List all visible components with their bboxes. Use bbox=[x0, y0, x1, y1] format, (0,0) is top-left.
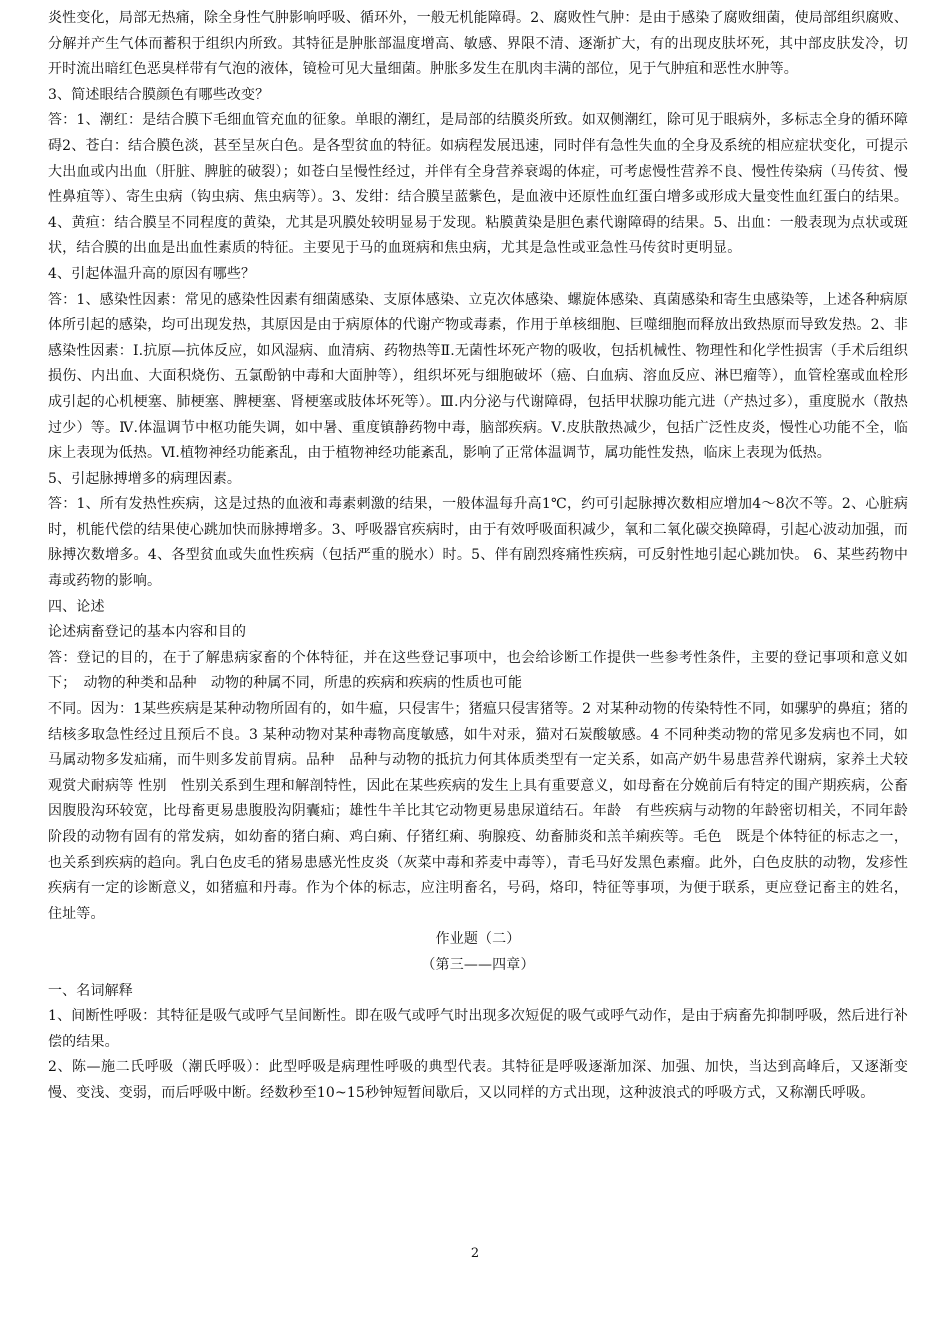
question-5-heading: 5、引起脉搏增多的病理因素。 bbox=[48, 470, 242, 487]
document-body bbox=[48, 6, 908, 1107]
essay-answer-paragraph-2: 不同。因为：1某些疾病是某种动物所固有的，如牛瘟，只侵害牛；猪瘟只侵害猪等。2 对某种动物的传染特性不同，如骡驴的鼻疽；猪的结核多取急性经过且预后不良。3 某种动物对某种毒物高度敏感，如牛对汞，猫对石炭酸敏感。4 不同种类动物的常见多发病也不同，如马属动物多发疝痛，而牛则多发前胃病。品种 品种与动物的抵抗力何其体质类型有一定关系，如高产奶牛易患营养代谢病，家养土犬较观赏犬耐病等 性别 性别关系到生理和解剖特性，因此在某些疾病的发生上具有重要意义，如母畜在分娩前后有特定的围产期疾病，公畜因腹股沟环较宽，比母畜更易患腹股沟阴囊疝；雄性牛羊比其它动物更易患尿道结石。年龄 有些疾病与动物的年龄密切相关，不同年龄阶段的动物有固有的常发病，如幼畜的猪白痢、鸡白痢、仔猪红痢、驹腺疫、幼畜肺炎和羔羊痢疾等。毛色 既是个体特征的标志之一，也关系到疾病的趋向。乳白色皮毛的猪易患感光性皮炎（灰菜中毒和荞麦中毒等），青毛马好发黑色素瘤。此外，白色皮肤的动物，发疹性疾病有一定的诊断意义，如猪瘟和丹毒。作为个体的标志，应注明畜名，号码，烙印，特征等事项，为便于联系，更应登记畜主的姓名，住址等。 bbox=[48, 701, 908, 922]
question-3-heading: 3、简述眼结合膜颜色有哪些改变？ bbox=[48, 86, 270, 103]
definition-2-paragraph: 2、陈—施二氏呼吸（潮氏呼吸）：此型呼吸是病理性呼吸的典型代表。其特征是呼吸逐渐加深、加强、加快，当达到高峰后，又逐渐变慢、变浅、变弱，而后呼吸中断。经数秒至10~15秒钟短暂间歇后，又以同样的方式出现，这种波浪式的呼吸方式，又称潮氏呼吸。 bbox=[48, 1059, 908, 1101]
definition-1-paragraph: 1、间断性呼吸：其特征是吸气或呼气呈间断性。即在吸气或呼气时出现多次短促的吸气或呼气动作，是由于病畜先抑制呼吸，然后进行补偿的结果。 bbox=[48, 1008, 908, 1050]
assignment-subtitle: （第三——四章） bbox=[421, 956, 535, 973]
answer-3-paragraph: 答：1、潮红：是结合膜下毛细血管充血的征象。单眼的潮红，是局部的结膜炎所致。如双侧潮红，除可见于眼病外，多标志全身的循环障碍2、苍白：结合膜色淡，甚至呈灰白色。是各型贫血的特征。如病程发展迅速，同时伴有急性失血的全身及系统的相应症状变化，可提示大出血或内出血（肝脏、脾脏的破裂）；如苍白呈慢性经过，并伴有全身营养衰竭的体症，可考虑慢性营养不良、慢性传染病（马传贫、慢性鼻疽等）、寄生虫病（钩虫病、焦虫病等）。3、发绀：结合膜呈蓝紫色，是血液中还原性血红蛋白增多或形成大量变性血红蛋白的结果。4、黄疸：结合膜呈不同程度的黄染，尤其是巩膜处较明显易于发现。粘膜黄染是胆色素代谢障碍的结果。5、出血：一般表现为点状或斑状，结合膜的出血是出血性素质的特征。主要见于马的血斑病和焦虫病，尤其是急性或亚急性马传贫时更明显。 bbox=[48, 112, 908, 257]
essay-question-heading: 论述病畜登记的基本内容和目的 bbox=[48, 624, 247, 641]
paragraph-continued-gas-swelling: 炎性变化，局部无热痛，除全身性气肿影响呼吸、循环外，一般无机能障碍。2、腐败性气肿：是由于感染了腐败细菌，使局部组织腐败、分解并产生气体而蓄积于组织内所致。其特征是肿胀部温度增高、敏感、界限不清、逐渐扩大，有的出现皮肤坏死，其中部皮肤发冷，切开时流出暗红色恶臭样带有气泡的液体，镜检可见大量细菌。肿胀多发生在肌肉丰满的部位，见于气肿疽和恶性水肿等。 bbox=[48, 10, 908, 78]
page-number: 2 bbox=[470, 1246, 480, 1261]
essay-answer-paragraph-1: 答：登记的目的，在于了解患病家畜的个体特征，并在这些登记事项中，也会给诊断工作提供一些参考性条件，主要的登记事项和意义如下； 动物的种类和品种 动物的种属不同，所患的疾病和疾病的性质也可能 bbox=[48, 649, 908, 692]
section-4-heading: 四、论述 bbox=[48, 598, 105, 615]
assignment-title: 作业题（二） bbox=[435, 931, 521, 948]
question-4-heading: 4、引起体温升高的原因有哪些？ bbox=[48, 265, 256, 282]
answer-5-paragraph: 答：1、所有发热性疾病，这是过热的血液和毒素刺激的结果，一般体温每升高1℃，约可引起脉搏次数相应增加4～8次不等。2、心脏病时，机能代偿的结果使心跳加快而脉搏增多。3、呼吸器官疾病时，由于有效呼吸面积减少，氧和二氧化碳交换障碍，引起心波动加强，而脉搏次数增多。4、各型贫血或失血性疾病（包括严重的脱水）时。5、伴有剧烈疼痛性疾病，可反射性地引起心跳加快。 6、某些药物中毒或药物的影响。 bbox=[48, 496, 908, 590]
answer-4-paragraph: 答：1、感染性因素：常见的感染性因素有细菌感染、支原体感染、立克次体感染、螺旋体感染、真菌感染和寄生虫感染等，上述各种病原体所引起的感染，均可出现发热，其原因是由于病原体的代谢产物或毒素，作用于单核细胞、巨噬细胞而释放出致热原而导致发热。2、非感染性因素：Ⅰ.抗原—抗体反应，如风湿病、血清病、药物热等Ⅱ.无菌性坏死产物的吸收，包括机械性、物理性和化学性损害（手术后组织损伤、内出血、大面积烧伤、五氯酚钠中毒和大面肿等），组织坏死与细胞破坏（癌、白血病、溶血反应、淋巴瘤等），血管栓塞或血栓形成引起的心机梗塞、肺梗塞、脾梗塞、肾梗塞或肢体坏死等）。Ⅲ.内分泌与代谢障碍，包括甲状腺功能亢进（产热过多），重度脱水（散热过少）等。Ⅳ.体温调节中枢功能失调，如中暑、重度镇静药物中毒，脑部疾病。Ⅴ.皮肤散热减少，包括广泛性皮炎，慢性心功能不全，临床上表现为低热。Ⅵ.植物神经功能紊乱，由于植物神经功能紊乱，影响了正常体温调节，属功能性发热，临床上表现为低热。 bbox=[48, 291, 908, 462]
section-1-heading: 一、名词解释 bbox=[48, 982, 133, 999]
